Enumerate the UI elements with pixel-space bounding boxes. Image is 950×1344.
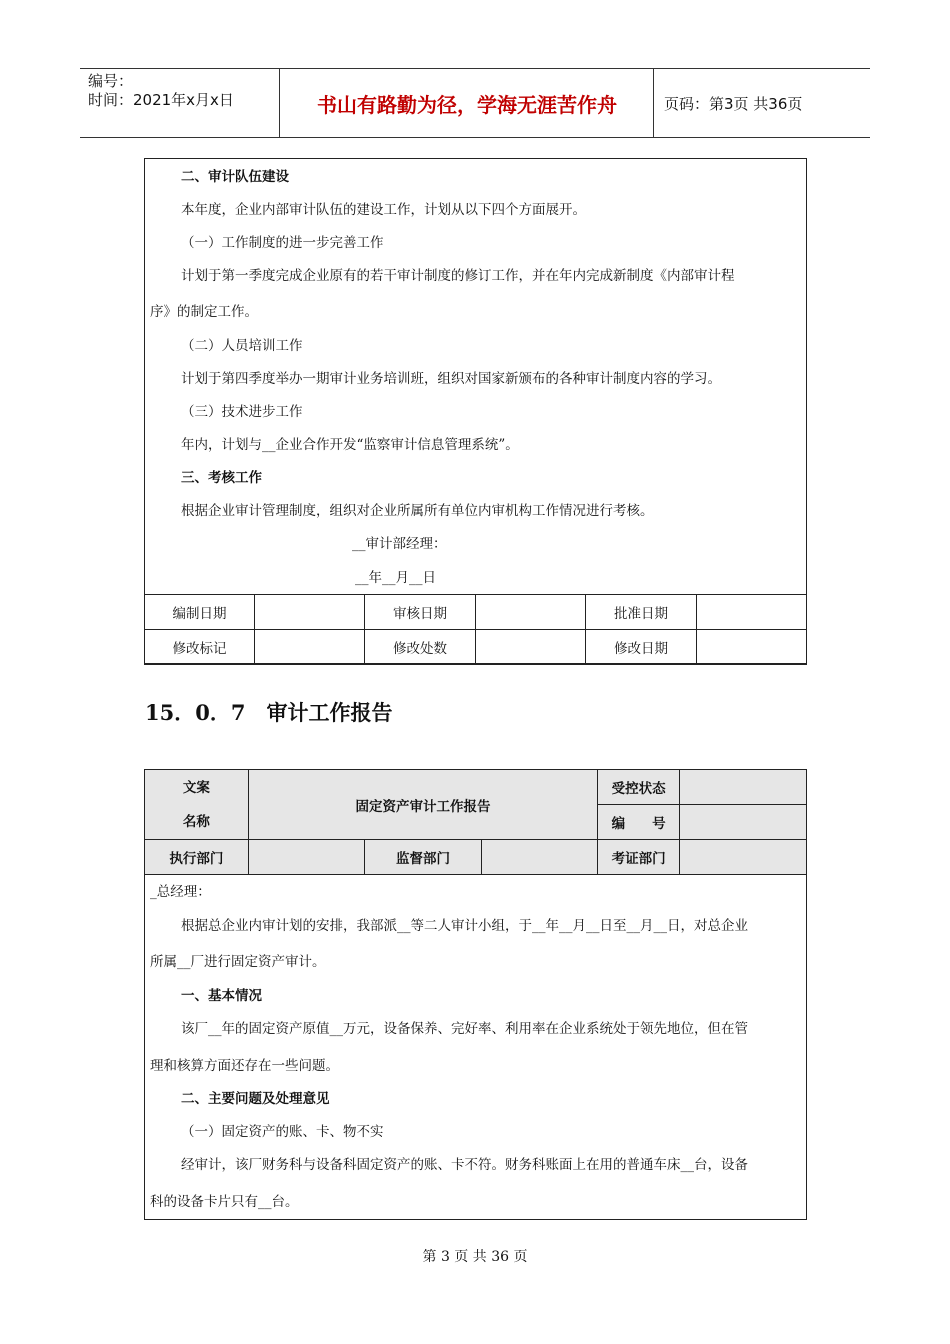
doc-name-label-line2: 名称 [182,813,210,830]
table-cell[interactable] [255,595,365,630]
report-paragraph: 科的设备卡片只有__台。 [150,1194,299,1210]
table-cell: 编制日期 [145,595,255,630]
evidence-dept-value[interactable] [680,840,807,875]
report-heading-basic: 一、基本情况 [181,988,262,1004]
exec-dept-value[interactable] [248,840,364,875]
report-header-table [144,769,807,875]
table-cell[interactable] [697,595,807,630]
supervise-dept-value[interactable] [482,840,598,875]
doc-number-label: 编 号 [598,805,680,840]
report-heading-issues: 二、主要问题及处理意见 [181,1091,330,1107]
page-footer: 第 3 页 共 36 页 [422,1249,528,1265]
doc-name-label [145,770,249,840]
plan-paragraph: 计划于第一季度完成企业原有的若干审计制度的修订工作，并在年内完成新制度《内部审计程 [181,268,735,284]
plan-paragraph: 根据企业审计管理制度，组织对企业所属所有单位内审机构工作情况进行考核。 [181,503,654,519]
report-paragraph: 根据总企业内审计划的安排，我部派__等二人审计小组，于__年__月__日至__月__日，对总企业 [181,918,748,934]
section-title: 15．0．7 审计工作报告 [145,700,393,725]
report-salutation: _总经理： [150,884,211,900]
report-paragraph: 经审计，该厂财务科与设备科固定资产的账、卡不符。财务科账面上在用的普通车床__台，设备 [181,1157,748,1173]
table-cell: 修改标记 [145,630,255,665]
doc-title: 固定资产审计工作报告 [248,770,597,840]
table-cell[interactable] [697,630,807,665]
supervise-dept-label: 监督部门 [364,840,482,875]
exec-dept-label: 执行部门 [145,840,249,875]
plan-heading-team: 二、审计队伍建设 [181,169,289,185]
plan-subheading: （三）技术进步工作 [181,404,303,420]
header-page-info: 页码：第3页 共36页 [664,94,803,113]
doc-number-value[interactable] [680,805,807,840]
report-paragraph: 理和核算方面还存在一些问题。 [150,1058,339,1074]
table-cell[interactable] [476,595,586,630]
evidence-dept-label: 考证部门 [598,840,680,875]
control-status-label: 受控状态 [598,770,680,805]
control-status-value[interactable] [680,770,807,805]
header-number: 编号： [88,72,134,90]
doc-name-label-line1: 文案 [182,779,210,796]
table-cell[interactable] [476,630,586,665]
report-paragraph: 该厂__年的固定资产原值__万元，设备保养、完好率、利用率在企业系统处于领先地位，但在管 [181,1021,748,1037]
page-header [80,68,870,138]
header-motto: 书山有路勤为径，学海无涯苦作舟 [281,69,654,137]
plan-signature-manager: __审计部经理： [352,536,447,552]
table-cell: 审核日期 [365,595,476,630]
plan-signature-date: __年__月__日 [355,570,436,586]
report-subheading: （一）固定资产的账、卡、物不实 [181,1124,384,1140]
table-cell: 批准日期 [585,595,696,630]
plan-subheading: （二）人员培训工作 [181,338,303,354]
plan-paragraph: 年内，计划与__企业合作开发“监察审计信息管理系统”。 [181,437,519,453]
plan-paragraph: 本年度，企业内部审计队伍的建设工作，计划从以下四个方面展开。 [181,202,586,218]
plan-paragraph: 计划于第四季度举办一期审计业务培训班，组织对国家新颁布的各种审计制度内容的学习。 [181,371,721,387]
plan-heading-assessment: 三、考核工作 [181,470,262,486]
header-time: 时间：2021年x月x日 [88,91,234,109]
plan-paragraph: 序》的制定工作。 [150,304,258,320]
table-cell: 修改日期 [585,630,696,665]
table-cell[interactable] [255,630,365,665]
table-cell: 修改处数 [365,630,476,665]
report-paragraph: 所属__厂进行固定资产审计。 [150,954,326,970]
plan-subheading: （一）工作制度的进一步完善工作 [181,235,384,251]
plan-approval-table [144,594,807,665]
header-meta [80,69,280,137]
